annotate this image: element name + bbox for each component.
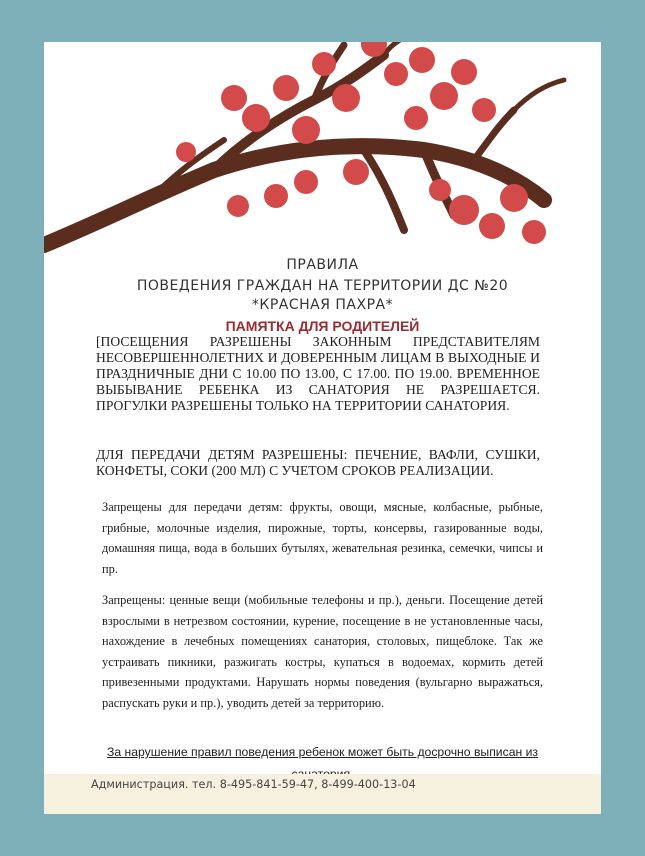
- administration-contacts: Администрация. тел. 8-495-841-59-47, 8-499-400-13-04: [91, 778, 416, 791]
- memo-title: ПАМЯТКА ДЛЯ РОДИТЕЛЕЙ: [225, 318, 420, 334]
- rules-heading: ПРАВИЛА: [286, 257, 359, 273]
- sanatorium-name: *КРАСНАЯ ПАХРА*: [251, 297, 394, 313]
- forbidden-food-paragraph: Запрещены для передачи детям: фрукты, овощи, мясные, колбасные, рыбные, грибные, молочные изделия, пирожные, торты, консервы, газированные воды, домашняя пища, вода в больших бутылях, жевательная резинка, семечки, чипсы и пр.: [102, 500, 543, 576]
- early-discharge-warning: За нарушение правил поведения ребенок может быть досрочно выписан из: [107, 745, 538, 759]
- visiting-rules-paragraph: [ПОСЕЩЕНИЯ РАЗРЕШЕНЫ ЗАКОННЫМ ПРЕДСТАВИТЕЛЯМ НЕСОВЕРШЕННОЛЕТНИХ И ДОВЕРЕННЫМ ЛИЦАМ В ВЫХОДНЫЕ И ПРАЗДНИЧНЫЕ ДНИ С 10.00 ПО 13.00, С 17.00. ПО 19.00. ВРЕМЕННОЕ ВЫБЫВАНИЕ РЕБЕНКА ИЗ САНАТОРИЯ НЕ РАЗРЕШАЕТСЯ. ПРОГУЛКИ РАЗРЕШЕНЫ ТОЛЬКО НА ТЕРРИТОРИИ САНАТОРИЯ.: [96, 334, 540, 413]
- forbidden-actions-paragraph: Запрещены: ценные вещи (мобильные телефоны и пр.), деньги. Посещение детей взрослыми в нетрезвом состоянии, курение, посещение в не установленные часы, нахождение в лечебных помещениях санатория, столовых, пищеблоке. Так же устраивать пикники, разжигать костры, купаться в водоемах, кормить детей привезенными продуктами. Нарушать нормы поведения (вульгарно выражаться, распускать руки и пр.), уводить детей за территорию.: [102, 593, 543, 710]
- memo-sheet: [44, 42, 601, 814]
- allowed-items-paragraph: ДЛЯ ПЕРЕДАЧИ ДЕТЯМ РАЗРЕШЕНЫ: ПЕЧЕНИЕ, ВАФЛИ, СУШКИ, КОНФЕТЫ, СОКИ (200 МЛ) С УЧЕТОМ СРОКОВ РЕАЛИЗАЦИИ.: [96, 447, 540, 478]
- rules-subheading: ПОВЕДЕНИЯ ГРАЖДАН НА ТЕРРИТОРИИ ДС №20: [136, 278, 509, 294]
